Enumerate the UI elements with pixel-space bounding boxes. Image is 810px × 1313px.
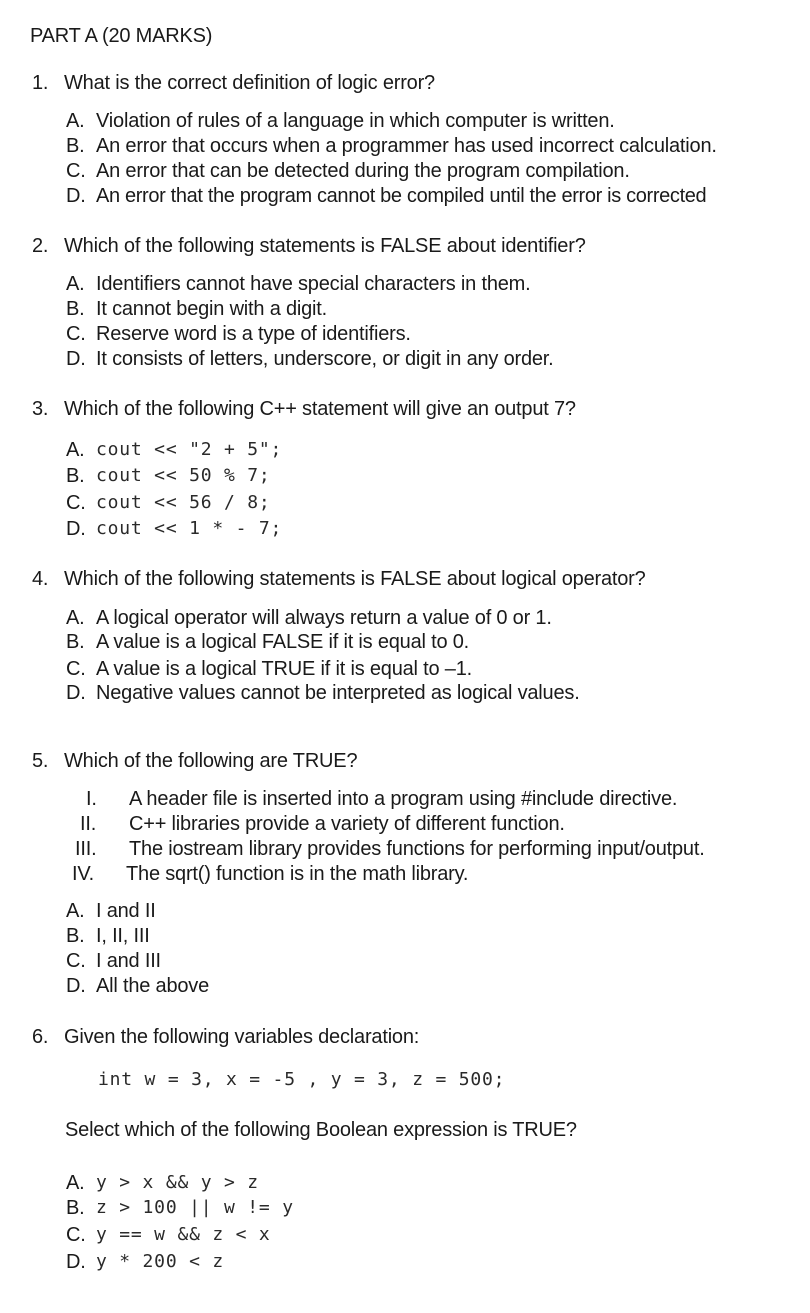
option-letter: B. — [66, 135, 85, 157]
question-text: Which of the following are TRUE? — [64, 750, 358, 772]
option-code: cout << 1 * - 7; — [96, 518, 283, 539]
code-declaration: int w = 3, x = -5 , y = 3, z = 500; — [98, 1069, 506, 1090]
option-letter: D. — [66, 185, 86, 207]
option-letter: B. — [66, 1197, 85, 1219]
option-text: An error that occurs when a programmer has used incorrect calculation. — [96, 135, 717, 157]
option-letter: B. — [66, 465, 85, 487]
option-code: cout << 56 / 8; — [96, 492, 271, 513]
question-number: 3. — [32, 398, 49, 420]
option-text: It consists of letters, underscore, or digit in any order. — [96, 348, 554, 370]
statement-text: The iostream library provides functions for performing input/output. — [129, 838, 705, 860]
option-letter: D. — [66, 1251, 86, 1273]
statement-text: The sqrt() function is in the math library. — [126, 863, 469, 885]
question-text: Which of the following C++ statement will give an output 7? — [64, 398, 576, 420]
option-letter: A. — [66, 607, 85, 629]
question-number: 5. — [32, 750, 49, 772]
option-text: A logical operator will always return a value of 0 or 1. — [96, 607, 552, 629]
option-text: Negative values cannot be interpreted as logical values. — [96, 682, 580, 704]
option-code: z > 100 || w != y — [96, 1197, 294, 1218]
statement-numeral: III. — [75, 838, 97, 860]
option-text: I and II — [96, 900, 156, 922]
option-letter: C. — [66, 658, 86, 680]
option-letter: A. — [66, 273, 85, 295]
option-letter: A. — [66, 110, 85, 132]
question-text: Given the following variables declaration: — [64, 1026, 420, 1048]
option-text: It cannot begin with a digit. — [96, 298, 328, 320]
option-code: y * 200 < z — [96, 1251, 225, 1272]
option-letter: C. — [66, 160, 86, 182]
question-text: What is the correct definition of logic error? — [64, 72, 435, 94]
option-letter: D. — [66, 975, 86, 997]
option-letter: C. — [66, 492, 86, 514]
option-text: Identifiers cannot have special characters in them. — [96, 273, 531, 295]
option-letter: C. — [66, 950, 86, 972]
statement-numeral: II. — [80, 813, 97, 835]
option-letter: D. — [66, 518, 86, 540]
option-letter: C. — [66, 323, 86, 345]
option-letter: B. — [66, 631, 85, 653]
question-text: Which of the following statements is FALSE about logical operator? — [64, 568, 646, 590]
option-text: A value is a logical TRUE if it is equal to –1. — [96, 658, 472, 680]
option-letter: D. — [66, 682, 86, 704]
option-code: cout << 50 % 7; — [96, 465, 271, 486]
option-text: An error that the program cannot be compiled until the error is corrected — [96, 185, 707, 207]
option-text: An error that can be detected during the program compilation. — [96, 160, 630, 182]
question-prompt: Select which of the following Boolean expression is TRUE? — [65, 1119, 577, 1141]
option-letter: B. — [66, 925, 85, 947]
option-code: y > x && y > z — [96, 1172, 259, 1193]
question-number: 2. — [32, 235, 49, 257]
option-letter: B. — [66, 298, 85, 320]
option-text: I and III — [96, 950, 161, 972]
statement-numeral: IV. — [72, 863, 95, 885]
option-letter: A. — [66, 1172, 85, 1194]
option-letter: D. — [66, 348, 86, 370]
question-number: 4. — [32, 568, 49, 590]
part-heading: PART A (20 MARKS) — [30, 25, 213, 47]
option-letter: A. — [66, 900, 85, 922]
option-text: Violation of rules of a language in which computer is written. — [96, 110, 615, 132]
option-code: cout << "2 + 5"; — [96, 439, 283, 460]
question-number: 1. — [32, 72, 49, 94]
option-letter: C. — [66, 1224, 86, 1246]
statement-text: C++ libraries provide a variety of different function. — [129, 813, 565, 835]
question-number: 6. — [32, 1026, 49, 1048]
option-text: I, II, III — [96, 925, 150, 947]
statement-numeral: I. — [86, 788, 97, 810]
option-text: All the above — [96, 975, 210, 997]
question-text: Which of the following statements is FALSE about identifier? — [64, 235, 586, 257]
option-letter: A. — [66, 439, 85, 461]
statement-text: A header file is inserted into a program using #include directive. — [129, 788, 678, 810]
option-text: Reserve word is a type of identifiers. — [96, 323, 411, 345]
option-text: A value is a logical FALSE if it is equal to 0. — [96, 631, 470, 653]
option-code: y == w && z < x — [96, 1224, 271, 1245]
